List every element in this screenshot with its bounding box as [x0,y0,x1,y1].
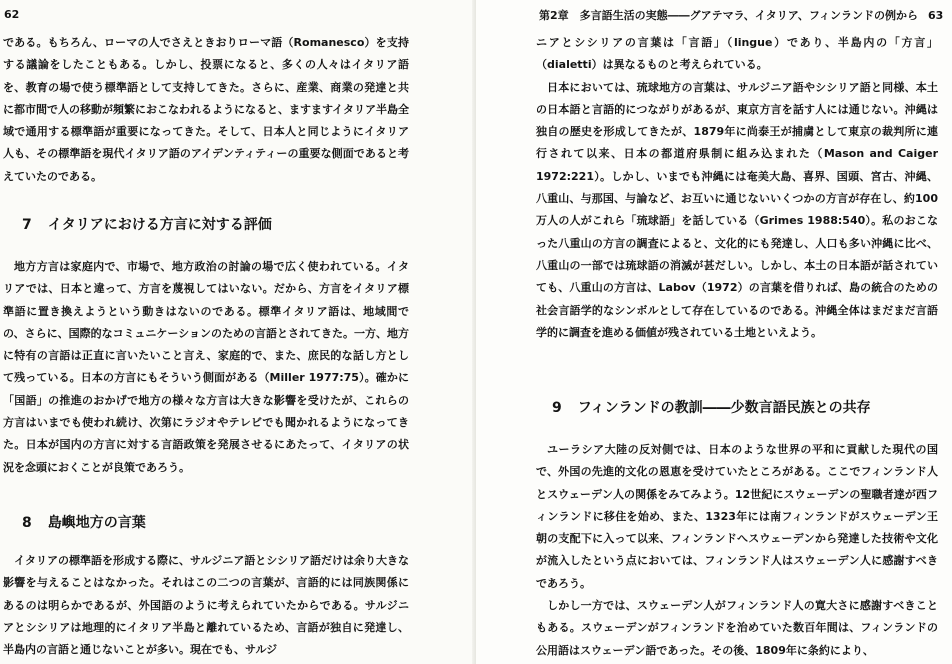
section-7-paragraph: 地方方言は家庭内で、市場で、地方政治の討論の場で広く使われている。イタリアでは、日本と違って、方言を蔑視してはいない。だから、方言をイタリア標準語に置き換えようという動きはないのである。標準イタリア語は、地域間での、さらに、国際的なコミュニケーションのための言語とされてきた。一方、地方に特有の言語は正直に言いたいこと言え、家庭的で、また、庶民的な話し方として残っている。日本の方言にもそういう側面がある（Miller 1977:75）。確かに「国語」の推進のおかげで地方の様々な方言は大きな影響を受けたが、これらの方言はいまでも使われ続け、次第にラジオやテレビでも聞かれるようになってきた。日本が国内の方言に対する言語政策を発展させるにあたって、イタリアの状況を念頭におくことが良策であろう。 [3,260,409,474]
section-8-heading [22,512,146,532]
section-7-number: 7 [22,217,32,233]
right-text-block-1 [536,32,938,344]
right-page [476,0,952,664]
section-9-heading [552,397,871,417]
section-9-number: 9 [552,400,562,416]
section-8-title: 島嶼地方の言葉 [47,515,146,531]
section-9-paragraph-2: しかし一方では、スウェーデン人がフィンランド人の寛大さに感謝すべきこともある。スウェーデンがフィンランドを治めていた数百年間は、フィンランドの公用語はスウェーデン語であった。その後、1809年に条約により、 [536,599,938,657]
left-page-number: 62 [4,8,20,21]
left-text-block-3 [3,550,409,661]
section-9-title: フィンランドの教訓――少数言語民族との共存 [577,400,871,416]
section-7-heading [22,214,272,234]
right-page-number: 63 [928,9,944,22]
running-head [539,7,943,23]
right-paragraph-top: ニアとシシリアの言葉は「言語」（lingue）であり、半島内の「方言」（dialetti）は異なるものと考えられている。 [536,36,938,72]
left-text-block-2 [3,256,409,479]
okinawa-paragraph: 日本においては、琉球地方の言葉は、サルジニア語やシシリア語と同様、本土の日本語と言語的につながりがあるが、東京方言を話す人には通じない。沖縄は独自の歴史を形成してきたが、1879年に尚泰王が捕虜として東京の裁判所に連行されて以来、日本の都道府県制に組み込まれた（Mason and Caiger 1972:221）。しかし、いまでも沖縄には奄美大島、喜界、国頭、宮古、沖縄、八重山、与那国、与論など、お互いに通じないいくつかの方言が存在し、約100 万人の人がこれら「琉球語」を話している（Grimes 1988:540）。私のおこなった八重山の方言の調査によると、文化的にも発達し、人口も多い沖縄に比べ、八重山の一部では琉球語の消滅が甚だしい。しかし、本土の日本語が話されていても、八重山の方言は、Labov（1972）の言葉を借りれば、島の統合のための社会言語学的なシンボルとして存在しているのである。沖縄全体はまだまだ言語学的に調査を進める価値が残されている土地といえよう。 [536,80,938,339]
section-7-title: イタリアにおける方言に対する評価 [47,217,272,233]
section-8-number: 8 [22,515,32,531]
section-9-paragraph-1: ユーラシア大陸の反対側では、日本のような世界の平和に貢献した現代の国で、外国の先進的文化の恩恵を受けていたところがある。ここでフィンランド人とスウェーデン人の関係をみてみよう。12世紀にスウェーデンの聖職者達が西フィンランドに移住を始め、また、1323年には南フィンランドがスウェーデン王朝の支配下に入って以来、フィンランドへスウェーデンから発達した技術や文化が流入したという点においては、フィンランド人はスウェーデン人に感謝すべきであろう。 [536,443,938,590]
right-text-block-2 [536,439,938,662]
left-paragraph-top: である。もちろん、ローマの人でさえときおりローマ語（Romanesco）を支持する議論をしたこともある。しかし、投票になると、多くの人々はイタリア語を、教育の場で使う標準語として支持してきた。さらに、産業、商業の発達と共に都市間で人の移動が頻繁におこなわれるようになると、ますますイタリア半島全域で通用する標準語が重要になってきた。そして、日本人と同じようにイタリア人も、その標準語を現代イタリア語のアイデンティティーの重要な側面であると考えていたのである。 [3,36,410,183]
left-text-block-1 [3,32,409,188]
running-head-title: 第2章 多言語生活の実態――グアテマラ、イタリア、フィンランドの例から [539,9,919,22]
section-8-paragraph: イタリアの標準語を形成する際に、サルジニア語とシシリア語だけは余り大きな影響を与えることはなかった。それはこの二つの言葉が、言語的には同族関係にあるのは明らかであるが、外国語のように考えられていたからである。サルジニアとシシリアは地理的にイタリア半島と離れているため、言語が独自に発達し、半島内の言語と通じないことが多い。現在でも、サルジ [3,554,409,657]
